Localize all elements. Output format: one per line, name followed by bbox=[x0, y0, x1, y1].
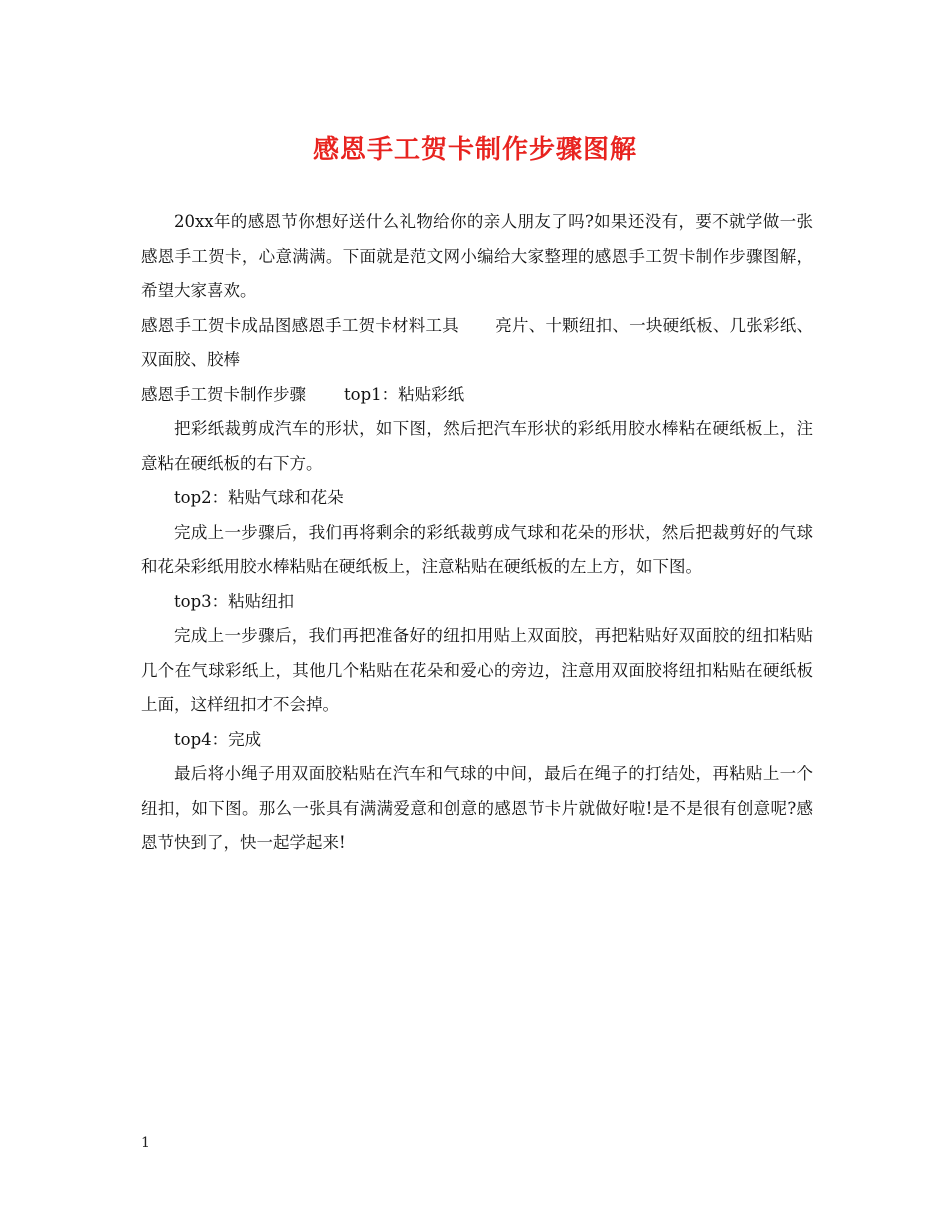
intro-paragraph: 20xx年的感恩节你想好送什么礼物给你的亲人朋友了吗?如果还没有，要不就学做一张感恩手工贺卡，心意满满。下面就是范文网小编给大家整理的感恩手工贺卡制作步骤图解，希望大家喜欢。 bbox=[141, 212, 813, 300]
materials-line-lead: 感恩手工贺卡成品图感恩手工贺卡材料工具 bbox=[141, 315, 459, 335]
page-number: 1 bbox=[141, 1135, 150, 1151]
step-2-text: 完成上一步骤后，我们再将剩余的彩纸裁剪成气球和花朵的形状，然后把裁剪好的气球和花朵彩纸用胶水棒粘贴在硬纸板上，注意粘贴在硬纸板的左上方，如下图。 bbox=[141, 522, 813, 576]
step-3-heading: top3：粘贴纽扣 bbox=[174, 591, 295, 611]
step-4-text: 最后将小绳子用双面胶粘贴在汽车和气球的中间，最后在绳子的打结处，再粘贴上一个纽扣，如下图。那么一张具有满满爱意和创意的感恩节卡片就做好啦!是不是很有创意呢?感恩节快到了，快一起学起来! bbox=[141, 764, 813, 852]
materials-line-tail: 亮片、十颗纽扣、一块硬纸板、几张彩纸、双面胶、胶棒 bbox=[141, 315, 814, 369]
page-title: 感恩手工贺卡制作步骤图解 bbox=[312, 135, 637, 165]
step-2-heading: top2：粘贴气球和花朵 bbox=[174, 488, 344, 507]
step-1-text: 把彩纸裁剪成汽车的形状，如下图，然后把汽车形状的彩纸用胶水棒粘在硬纸板上，注意粘在硬纸板的右下方。 bbox=[141, 419, 813, 473]
step-3-text: 完成上一步骤后，我们再把准备好的纽扣用贴上双面胶，再把粘贴好双面胶的纽扣粘贴几个在气球彩纸上，其他几个粘贴在花朵和爱心的旁边，注意用双面胶将纽扣粘贴在硬纸板上面，这样纽扣才不会掉。 bbox=[141, 626, 813, 714]
steps-heading: 感恩手工贺卡制作步骤 bbox=[141, 384, 306, 404]
steps-line bbox=[141, 378, 813, 413]
step-4-heading: top4：完成 bbox=[174, 729, 262, 749]
document-body bbox=[141, 205, 813, 861]
materials-line bbox=[141, 309, 813, 378]
step-1-heading: top1：粘贴彩纸 bbox=[344, 384, 465, 404]
